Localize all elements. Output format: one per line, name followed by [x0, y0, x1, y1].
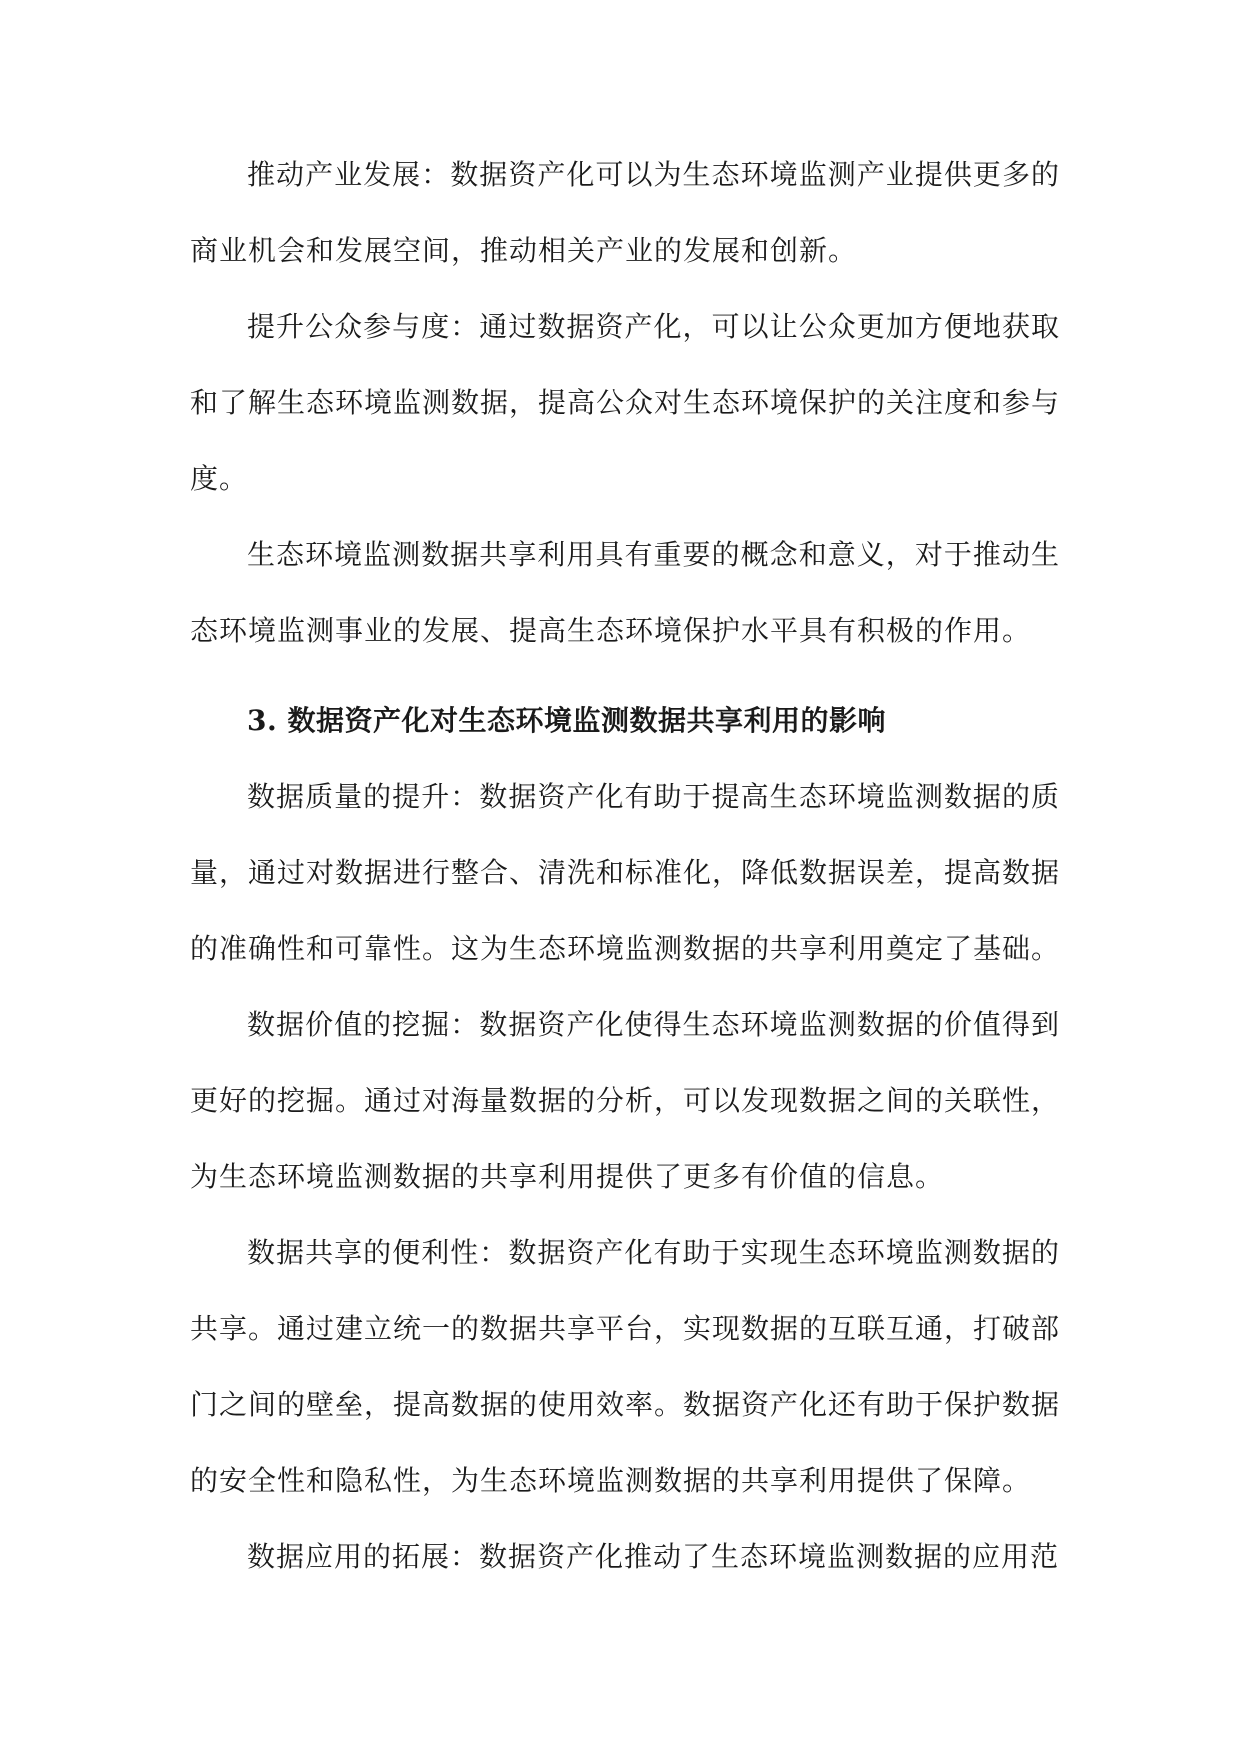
paragraph-public-participation: 提升公众参与度：通过数据资产化，可以让公众更加方便地获取和了解生态环境监测数据，提高公众对生态环境保护的关注度和参与度。: [190, 310, 1061, 495]
section-heading: 3. 数据资产化对生态环境监测数据共享利用的影响: [247, 704, 886, 737]
paragraph-industry-development: 推动产业发展：数据资产化可以为生态环境监测产业提供更多的商业机会和发展空间，推动相关产业的发展和创新。: [190, 158, 1060, 267]
paragraph-data-value: 数据价值的挖掘：数据资产化使得生态环境监测数据的价值得到更好的挖掘。通过对海量数据的分析，可以发现数据之间的关联性，为生态环境监测数据的共享利用提供了更多有价值的信息。: [190, 1008, 1061, 1193]
page-body: [190, 137, 1060, 1595]
paragraph-data-application: 数据应用的拓展：数据资产化推动了生态环境监测数据的应用范: [247, 1540, 1060, 1573]
paragraph-data-sharing: 数据共享的便利性：数据资产化有助于实现生态环境监测数据的共享。通过建立统一的数据共享平台，实现数据的互联互通，打破部门之间的壁垒，提高数据的使用效率。数据资产化还有助于保护数据的安全性和隐私性，为生态环境监测数据的共享利用提供了保障。: [190, 1236, 1061, 1497]
paragraph-concept-significance: 生态环境监测数据共享利用具有重要的概念和意义，对于推动生态环境监测事业的发展、提高生态环境保护水平具有积极的作用。: [190, 538, 1060, 647]
paragraph-data-quality: 数据质量的提升：数据资产化有助于提高生态环境监测数据的质量，通过对数据进行整合、清洗和标准化，降低数据误差，提高数据的准确性和可靠性。这为生态环境监测数据的共享利用奠定了基础。: [190, 780, 1061, 965]
